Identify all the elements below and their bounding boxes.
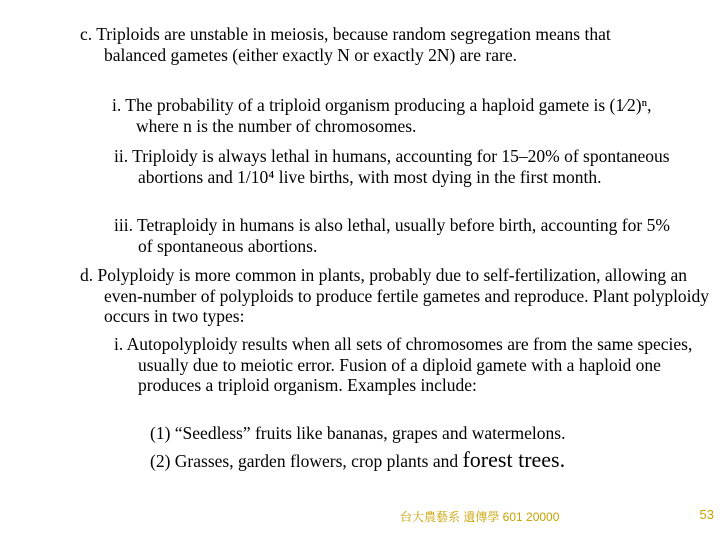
subpoint-c-iii-tetraploidy-humans: iii. Tetraploidy in humans is also lethal, usually before birth, accounting for 5% of spontaneous abortions. [114, 215, 670, 256]
subpoint-c-ii-triploidy-humans: ii. Triploidy is always lethal in humans, accounting for 15–20% of spontaneous abortions and 1/10⁴ live births, with most dying in the first month. [114, 146, 670, 187]
example-seedless-fruits: (1) “Seedless” fruits like bananas, grapes and watermelons. [150, 423, 566, 443]
subpoint-c-i-haploid-probability: i. The probability of a triploid organism producing a haploid gamete is (1⁄2)ⁿ, where n is the number of chromosomes. [112, 95, 652, 136]
example-grasses-text: (2) Grasses, garden flowers, crop plants and [150, 451, 463, 471]
example-grasses-flowers [150, 447, 714, 472]
point-c-triploid-meiosis: c. Triploids are unstable in meiosis, because random segregation means that balanced gametes (either exactly N or exactly 2N) are rare. [80, 24, 611, 65]
example-grasses-tail: forest trees. [462, 447, 566, 472]
subpoint-d-i-autopolyploidy: i. Autopolyploidy results when all sets of chromosomes are from the same species, usually due to meiotic error. Fusion of a diploid gamete with a haploid one produces a triploid organism. Examples include: [114, 334, 693, 395]
slide-number: 53 [699, 507, 714, 522]
footer-course-label: 台大農藝系 遺傳學 601 20000 [400, 510, 560, 524]
point-d-plant-polyploidy: d. Polyploidy is more common in plants, probably due to self-fertilization, allowing an even-number of polyploids to produce fertile gametes and reproduce. Plant polyploidy occurs in two types: [80, 265, 710, 326]
